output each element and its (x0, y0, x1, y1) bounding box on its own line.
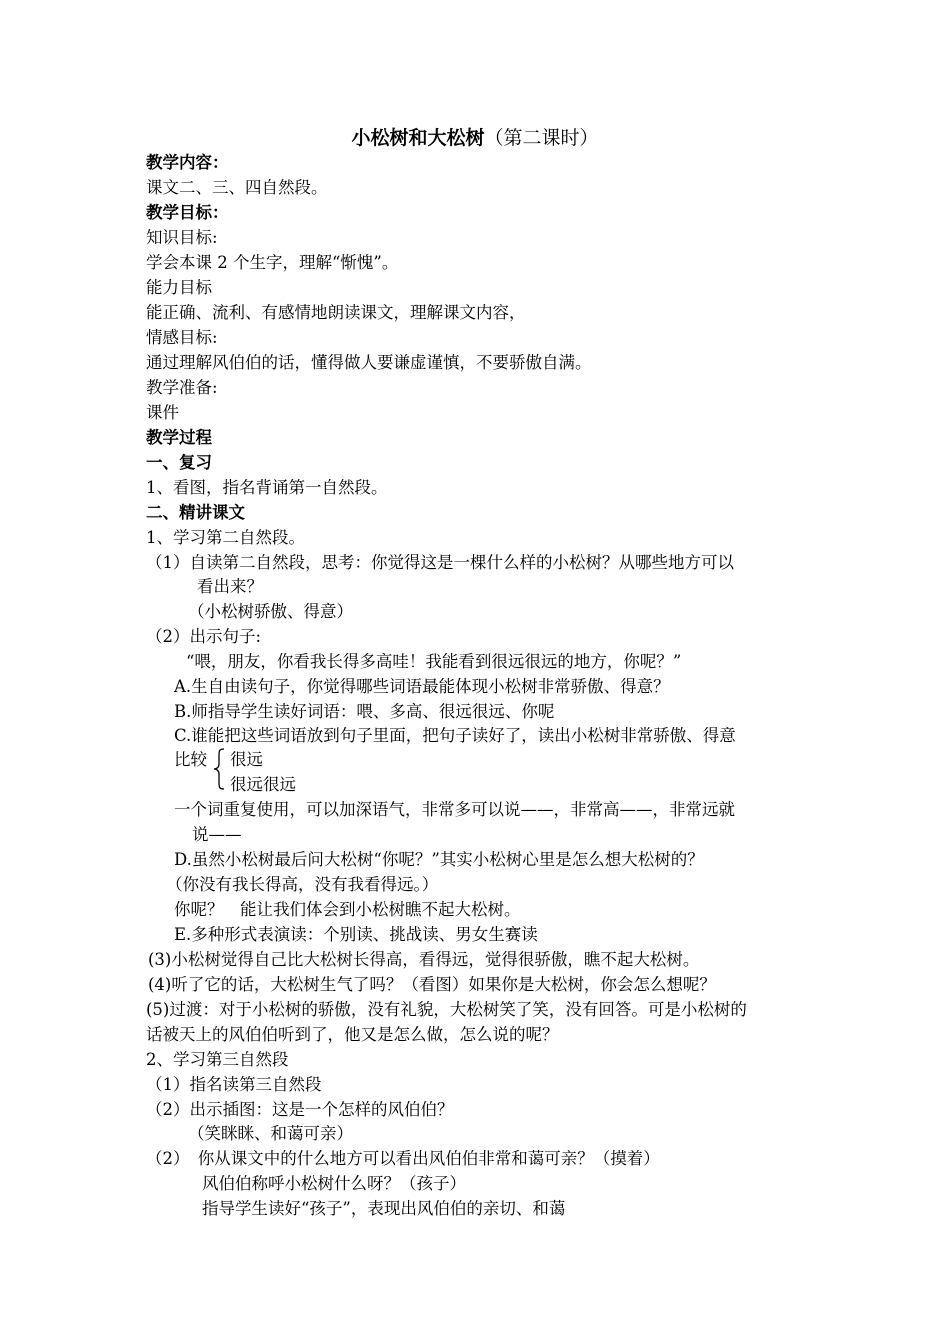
heading-close-reading: 二、精讲课文 (146, 503, 245, 522)
title-sub: （第二课时） (484, 127, 599, 149)
heading-review: 一、复习 (146, 453, 212, 472)
compare-label: 比较 (174, 750, 207, 769)
heading-teaching-goals: 教学目标： (146, 203, 229, 222)
text-line: 你呢？ 能让我们体会到小松树瞧不起大松树。 (174, 900, 521, 919)
text-line: 课文二、三、四自然段。 (146, 178, 328, 197)
text-line: (5)过渡：对于小松树的骄傲，没有礼貌，大松树笑了笑，没有回答。可是小松树的 (146, 1000, 747, 1019)
text-line: 情感目标: (146, 328, 218, 347)
text-line: 话被天上的风伯伯听到了，他又是怎么做，怎么说的呢？ (146, 1025, 559, 1044)
text-line: (3)小松树觉得自己比大松树长得高，看得远，觉得很骄傲，瞧不起大松树。 (148, 950, 700, 969)
text-line: 课件 (146, 403, 179, 422)
text-line: （笑眯眯、和蔼可亲） (188, 1124, 353, 1143)
text-line: （2） 你从课文中的什么地方可以看出风伯伯非常和蔼可亲？（摸着） (146, 1149, 660, 1168)
text-line: （1）自读第二自然段，思考：你觉得这是一棵什么样的小松树？从哪些地方可以 (146, 553, 734, 572)
heading-teaching-process: 教学过程 (146, 428, 212, 447)
text-line: 教学准备: (146, 378, 218, 397)
text-line: 学会本课 2 个生字，理解“惭愧”。 (146, 253, 399, 272)
text-line: 风伯伯称呼小松树什么呀？（孩子） (202, 1174, 466, 1193)
text-line: （2）出示句子: (146, 627, 262, 646)
text-line: 1、学习第二自然段。 (146, 528, 305, 547)
curly-brace-icon (213, 748, 225, 790)
text-line: 说—— (192, 825, 242, 844)
text-line: C.谁能把这些词语放到句子里面，把句子读好了，读出小松树非常骄傲、得意 (174, 726, 736, 745)
text-line: A.生自由读句子，你觉得哪些词语最能体现小松树非常骄傲、得意？ (174, 677, 670, 696)
text-line: 能力目标 (146, 278, 212, 297)
text-line: B.师指导学生读好词语：喂、多高、很远很远、你呢 (174, 702, 555, 721)
text-line: 一个词重复使用，可以加深语气，非常多可以说——，非常高——，非常远就 (174, 800, 735, 819)
text-line: D.虽然小松树最后问大松树“你呢？”其实小松树心里是怎么想大松树的？ (174, 850, 704, 869)
lesson-title (0, 126, 950, 150)
text-line: （小松树骄傲、得意） (188, 602, 353, 621)
text-line: (4)听了它的话，大松树生气了吗？（看图）如果你是大松树，你会怎么想呢？ (148, 975, 716, 994)
title-main: 小松树和大松树 (351, 127, 485, 149)
text-line: 知识目标: (146, 228, 218, 247)
text-line: 能正确、流利、有感情地朗读课文，理解课文内容， (146, 303, 526, 322)
text-line: （2）出示插图：这是一个怎样的风伯伯？ (146, 1100, 454, 1119)
text-line: 看出来？ (197, 577, 263, 596)
heading-teaching-content: 教学内容： (146, 153, 229, 172)
text-line: （你没有我长得高，没有我看得远。） (166, 875, 439, 894)
text-line: （1）指名读第三自然段 (146, 1075, 322, 1094)
compare-option: 很远 (230, 750, 263, 769)
text-line: 指导学生读好“孩子”，表现出风伯伯的亲切、和蔼 (202, 1199, 566, 1218)
text-line: 2、学习第三自然段 (146, 1050, 289, 1069)
text-line: 通过理解风伯伯的话，懂得做人要谦虚谨慎，不要骄傲自满。 (146, 353, 592, 372)
text-line: E.多种形式表演读：个别读、挑战读、男女生赛读 (174, 925, 538, 944)
compare-option: 很远很远 (230, 775, 296, 794)
quote-line: “喂，朋友，你看我长得多高哇！我能看到很远很远的地方，你呢？” (186, 652, 682, 671)
text-line: 1、看图，指名背诵第一自然段。 (146, 478, 388, 497)
